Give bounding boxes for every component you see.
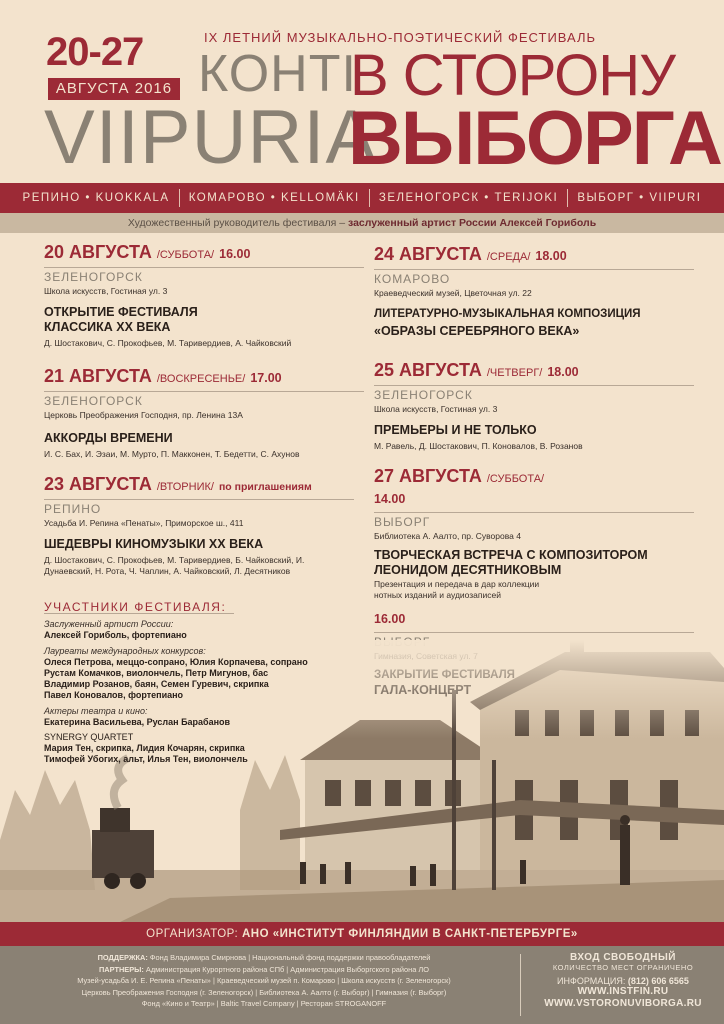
event-title: «ОБРАЗЫ СЕРЕБРЯНОГО ВЕКА» [374,324,580,338]
organizer-name: АНО «ИНСТИТУТ ФИНЛЯНДИИ В САНКТ-ПЕТЕРБУРГЕ» [241,928,578,940]
event-venue: Библиотека А. Аалто, пр. Суворова 4 [374,531,521,541]
event-date: 27 АВГУСТА /СУББОТА/ [374,466,545,486]
event-composers: Д. Шостакович, С. Прокофьев, М. Таривердиев, А. Чайковский [44,338,292,348]
info-block [528,952,718,1010]
organizer-label: ОРГАНИЗАТОР: [146,928,239,940]
event-title: ЛЕОНИДОМ ДЕСЯТНИКОВЫМ [374,563,562,577]
places-bar [0,183,724,213]
event-city: ЗЕЛЕНОГОРСК [44,394,143,408]
event-title: ОТКРЫТИЕ ФЕСТИВАЛЯ [44,305,198,319]
viipuria-logo: VIIPURIA [44,95,378,180]
place-zelenogorsk: ЗЕЛЕНОГОРСК • TERIJOKI [378,192,559,204]
place-komarovo: КОМАРОВО • KELLOMÄKI [188,192,360,204]
participants-group-label: Актеры театра и кино: [44,705,148,716]
event-date: 20 АВГУСТА /СУББОТА/ 16.00 [44,242,251,262]
event-venue: Школа искусств, Гостиная ул. 3 [44,286,168,296]
participant-line: Мария Тен, скрипка, Лидия Кочарян, скрипка [44,743,245,754]
event-title: ПРЕМЬЕРЫ И НЕ ТОЛЬКО [374,423,537,437]
festival-dates: 20-27 [46,30,144,74]
participants-group-label: Лауреаты международных конкурсов: [44,645,206,656]
website-link[interactable]: WWW.INSTFIN.RU [577,986,669,997]
participant-line: Тимофей Убогих, альт, Илья Тен, виолончель [44,754,248,765]
event-time: 16.00 [374,612,406,626]
event-composers: Д. Шостакович, С. Прокофьев, М. Таривердиев, Б. Чайковский, И. Дунаевский, Н. Рота, Ч. Чаплин, А. Чайковский, Л. Десятников [44,555,305,576]
event-city: ВЫБОРГ [374,515,431,529]
divider [520,954,521,1016]
event-venue: Церковь Преображения Господня, пр. Ленина 13А [44,410,243,420]
info-phone: ИНФОРМАЦИЯ: (812) 606 6565 [557,976,689,986]
partners-line: Церковь Преображения Господня (г. Зеленогорск) | Библиотека А. Аалто (г. Выборг) | Гимназия (г. Выборг) [81,987,447,997]
participant-line: Павел Коновалов, фортепиано [44,690,184,701]
event-title: ТВОРЧЕСКАЯ ВСТРЕЧА С КОМПОЗИТОРОМ [374,548,648,562]
event-composers: М. Равель, Д. Шостакович, П. Коновалов, В. Розанов [374,441,583,451]
event-21aug [44,366,364,460]
divider [374,385,694,386]
participants-group-label: SYNERGY QUARTET [44,732,134,743]
website-link[interactable]: WWW.VSTORONUVIBORGA.RU [544,998,702,1009]
participants-heading: УЧАСТНИКИ ФЕСТИВАЛЯ: [44,602,234,614]
place-repino: РЕПИНО • KUOKKALA [22,192,170,204]
partners-line: Фонд «Кино и Театр» | Baltic Travel Company | Ресторан STROGANOFF [141,999,387,1008]
event-composers: И. С. Бах, И. Эзаи, М. Мурто, П. Макконен, Т. Бедетти, С. Ахунов [44,449,300,459]
festival-month: АВГУСТА 2016 [48,78,180,100]
event-date: 25 АВГУСТА /ЧЕТВЕРГ/ 18.00 [374,360,579,380]
limited-seats: КОЛИЧЕСТВО МЕСТ ОГРАНИЧЕНО [552,963,694,972]
event-title: ЛИТЕРАТУРНО-МУЗЫКАЛЬНАЯ КОМПОЗИЦИЯ [374,308,641,320]
event-title: АККОРДЫ ВРЕМЕНИ [44,431,173,445]
event-20aug [44,242,364,349]
partners-line: Музей-усадьба И. Е. Репина «Пенаты» | Краеведческий музей п. Комарово | Школа искусств (г. Зеленогорск) [77,976,451,985]
title-line2: ВЫБОРГА [348,96,721,181]
divider [374,632,694,633]
event-city: КОМАРОВО [374,272,451,286]
event-title: ШЕДЕВРЫ КИНОМУЗЫКИ ХХ ВЕКА [44,537,264,551]
event-date: 24 АВГУСТА /СРЕДА/ 18.00 [374,244,567,264]
divider [374,269,694,270]
konti-logo: КОНТІ [198,45,357,103]
sponsors-block [14,952,514,1010]
participant-line: Владимир Розанов, баян, Семен Гуревич, скрипка [44,679,269,690]
title-line1: В СТОРОНУ [350,43,675,108]
divider [374,512,694,513]
event-time: 14.00 [374,492,406,506]
event-date: 23 АВГУСТА /ВТОРНИК/ по приглашениям [44,474,312,494]
director-label: Художественный руководитель фестиваля – [127,217,346,229]
event-24aug [374,244,694,339]
participant-line: Екатерина Васильева, Руслан Барабанов [44,716,231,727]
place-vyborg: ВЫБОРГ • VIIPURI [577,192,702,204]
sponsors-line: ПОДДЕРЖКА: Фонд Владимира Смирнова | Национальный фонд поддержки правообладателей [97,953,431,962]
event-city: ЗЕЛЕНОГОРСК [374,388,473,402]
event-city: РЕПИНО [44,502,102,516]
divider [44,267,364,268]
partners-line: ПАРТНЕРЫ: Администрация Курортного района СПб | Администрация Выборгского района ЛО [98,964,430,974]
divider [44,391,364,392]
participant-line: Алексей Гориболь, фортепиано [44,630,187,641]
director-name: заслуженный артист России Алексей Гориболь [347,217,597,229]
event-venue: Школа искусств, Гостиная ул. 3 [374,404,498,414]
divider [44,499,354,500]
divider [369,189,370,207]
festival-edition: IX ЛЕТНИЙ МУЗЫКАЛЬНО-ПОЭТИЧЕСКИЙ ФЕСТИВАЛЬ [204,30,597,45]
event-date: 21 АВГУСТА /ВОСКРЕСЕНЬЕ/ 17.00 [44,366,282,386]
participants-block [44,602,334,766]
event-description: нотных изданий и аудиозаписей [374,590,501,600]
organizer-bar [0,922,724,946]
event-23aug [44,474,354,577]
divider [179,189,180,207]
event-venue: Усадьба И. Репина «Пенаты», Приморское ш., 411 [44,518,244,528]
event-venue: Краеведческий музей, Цветочная ул. 22 [374,288,532,298]
divider [567,189,568,207]
event-title: КЛАССИКА ХХ ВЕКА [44,320,171,334]
event-city: ЗЕЛЕНОГОРСК [44,270,143,284]
artistic-director [0,213,724,233]
participant-line: Олеся Петрова, меццо-сопрано, Юлия Корпачева, сопрано [44,656,308,667]
event-25aug [374,360,694,452]
free-entry: ВХОД СВОБОДНЫЙ [570,952,676,963]
participants-group-label: Заслуженный артист России: [44,619,174,630]
event-description: Презентация и передача в дар коллекции [374,579,540,589]
participant-line: Рустам Комачков, виолончель, Петр Мигунов, бас [44,668,269,679]
